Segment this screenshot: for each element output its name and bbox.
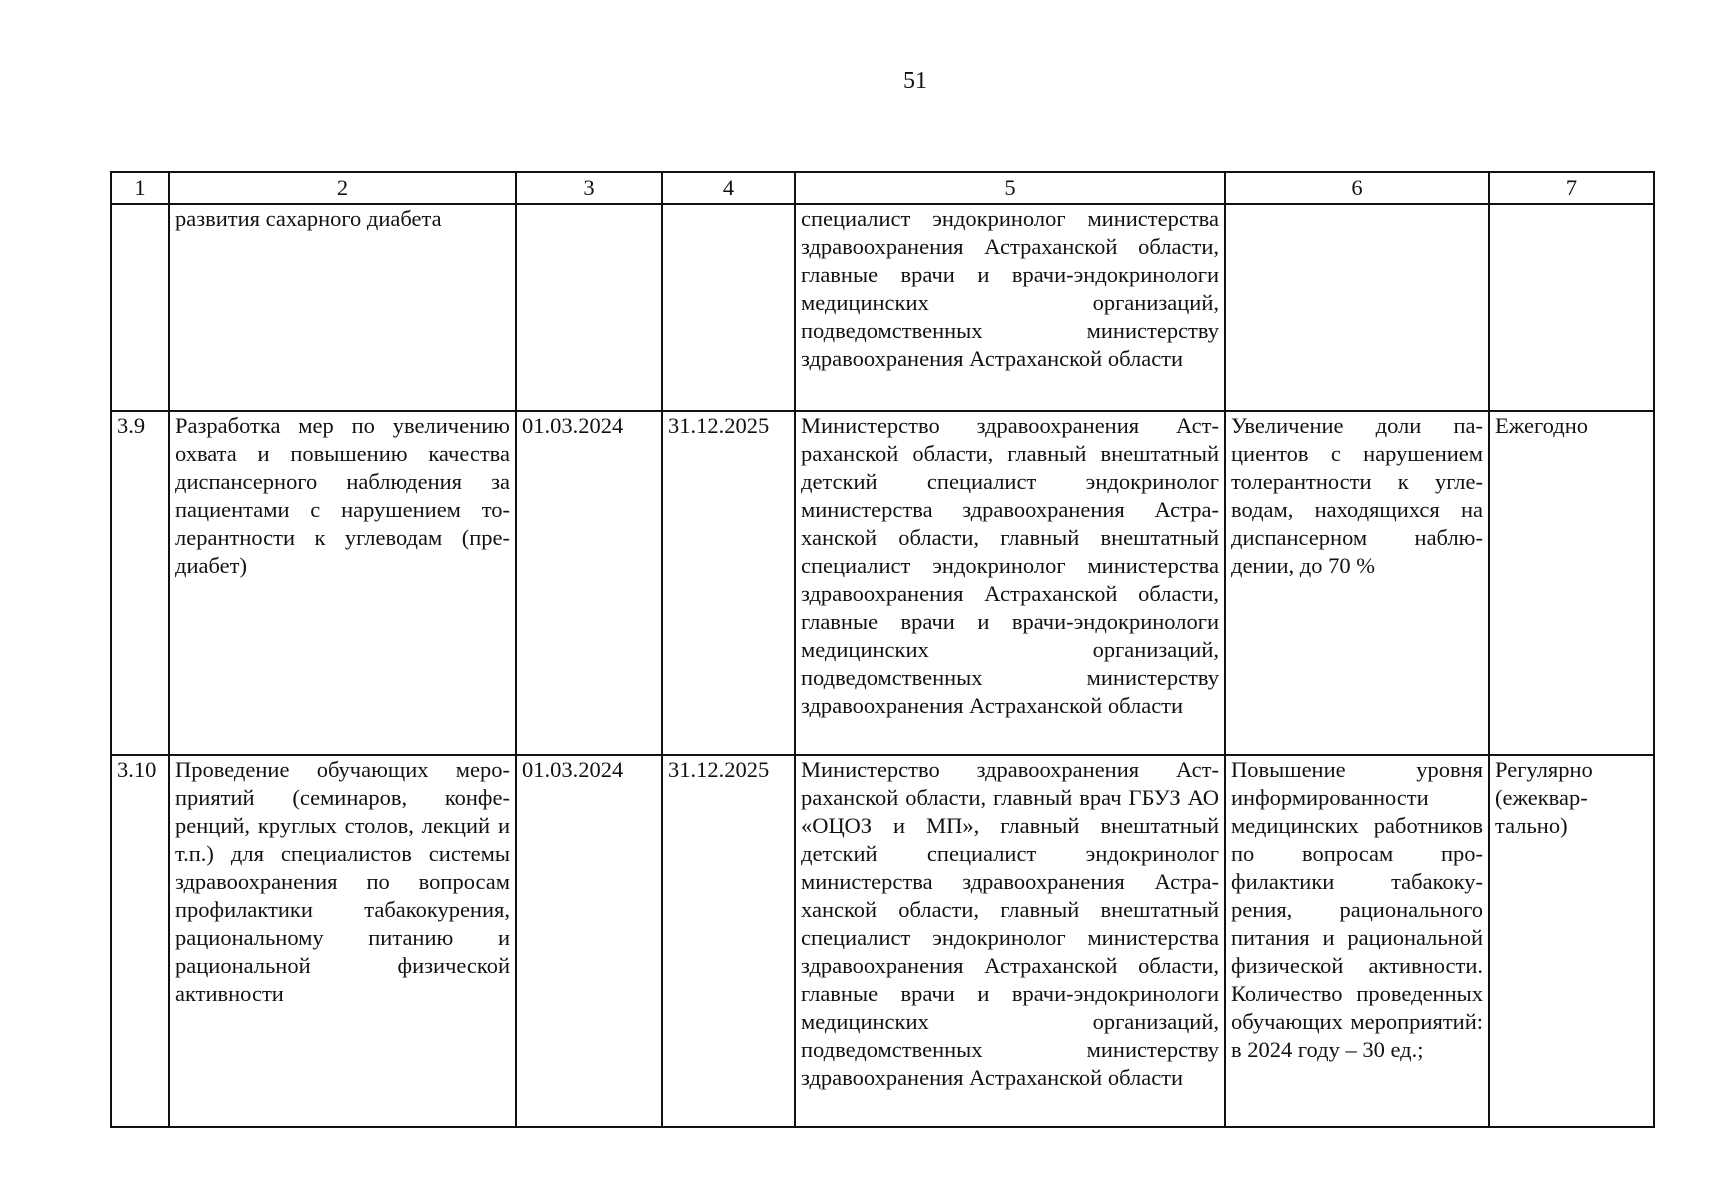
responsible-cell: специалист эндокринолог министерства здравоохранения Астраханской области, главные врачи и врачи-эндокринологи медицинских организаций, подведомственных министерству здравоохранения Астраханской области	[795, 204, 1225, 411]
event-name-cell: развития сахарного диабета	[169, 204, 516, 411]
start-date-cell: 01.03.2024	[516, 411, 662, 755]
column-header-5: 5	[795, 172, 1225, 204]
page-number: 51	[903, 68, 927, 94]
end-date-cell: 31.12.2025	[662, 411, 795, 755]
end-date-cell	[662, 204, 795, 411]
table-row	[111, 204, 1654, 411]
start-date-cell	[516, 204, 662, 411]
event-name-cell: Проведение обучающих мероприятий (семинаров, конференций, круглых столов, лекций и т.п.) для специалистов системы здравоохранения по вопросам профилактики табакокурения, рациональному питанию и рациональной физической активности	[169, 755, 516, 1127]
row-number-cell: 3.9	[111, 411, 169, 755]
event-name-cell: Разработка мер по увеличению охвата и повышению качества диспансерного наблюдения за пациентами с нарушением толерантности к углеводам (предиабет)	[169, 411, 516, 755]
column-header-6: 6	[1225, 172, 1489, 204]
column-header-1: 1	[111, 172, 169, 204]
row-number-cell	[111, 204, 169, 411]
frequency-cell	[1489, 204, 1654, 411]
table-header	[111, 172, 1654, 204]
result-cell: Повышение уровня информированности медицинских работников по вопросам профилактики табакокурения, рационального питания и рациональной физической активности. Количество проведенных обучающих мероприятий: в 2024 году – 30 ед.;	[1225, 755, 1489, 1127]
row-number-cell: 3.10	[111, 755, 169, 1127]
events-table	[110, 171, 1655, 1128]
responsible-cell: Министерство здравоохранения Астраханской области, главный врач ГБУЗ АО «ОЦОЗ и МП», главный внештатный детский специалист эндокринолог министерства здравоохранения Астраханской области, главный внештатный специалист эндокринолог министерства здравоохранения Астраханской области, главные врачи и врачи-эндокринологи медицинских организаций, подведомственных министерству здравоохранения Астраханской области	[795, 755, 1225, 1127]
table-row	[111, 411, 1654, 755]
frequency-cell: Ежегодно	[1489, 411, 1654, 755]
column-header-4: 4	[662, 172, 795, 204]
responsible-cell: Министерство здравоохранения Астраханской области, главный внештатный детский специалист эндокринолог министерства здравоохранения Астраханской области, главный внештатный специалист эндокринолог министерства здравоохранения Астраханской области, главные врачи и врачи-эндокринологи медицинских организаций, подведомственных министерству здравоохранения Астраханской области	[795, 411, 1225, 755]
table-row	[111, 755, 1654, 1127]
table-body	[111, 204, 1654, 1127]
column-header-7: 7	[1489, 172, 1654, 204]
result-cell: Увеличение доли пациентов с нарушением толерантности к углеводам, находящихся на диспансерном наблюдении, до 70 %	[1225, 411, 1489, 755]
end-date-cell: 31.12.2025	[662, 755, 795, 1127]
column-header-3: 3	[516, 172, 662, 204]
column-header-2: 2	[169, 172, 516, 204]
start-date-cell: 01.03.2024	[516, 755, 662, 1127]
header-row	[111, 172, 1654, 204]
result-cell	[1225, 204, 1489, 411]
frequency-cell: Регулярно (ежеквартально)	[1489, 755, 1654, 1127]
